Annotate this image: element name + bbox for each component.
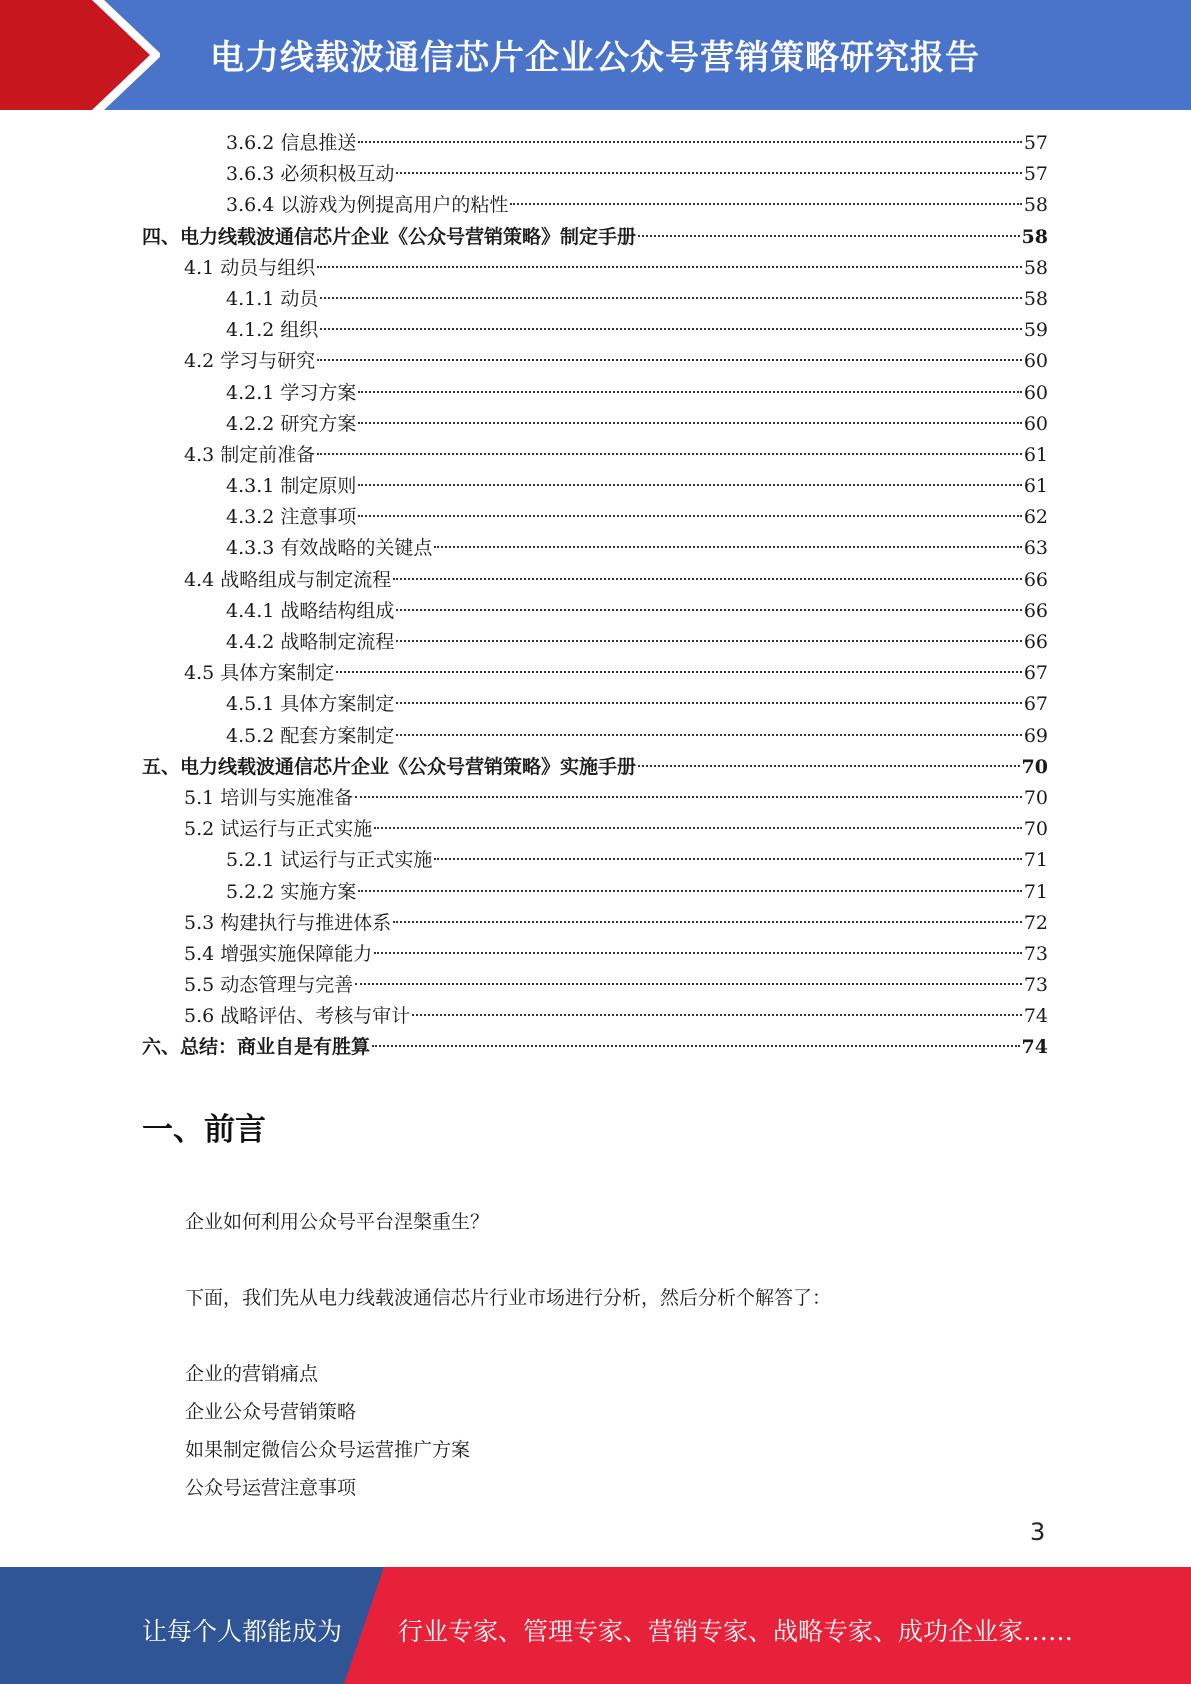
toc-entry[interactable] xyxy=(142,378,1048,409)
toc-entry[interactable] xyxy=(142,1001,1048,1032)
toc-entry-title: 5.4 增强实施保障能力 xyxy=(184,942,373,965)
toc-leader-dots xyxy=(317,266,1022,268)
toc-entry-title: 5.2.1 试运行与正式实施 xyxy=(226,849,433,872)
toc-entry-page: 67 xyxy=(1023,662,1048,685)
toc-entry-title: 4.4 战略组成与制定流程 xyxy=(184,568,392,591)
toc-entry-title: 3.6.2 信息推送 xyxy=(226,132,357,154)
toc-entry[interactable] xyxy=(142,440,1048,471)
toc-entry-title: 4.5 具体方案制定 xyxy=(184,662,335,685)
toc-entry-page: 67 xyxy=(1023,693,1048,716)
toc-entry-title: 4.4.1 战略结构组成 xyxy=(226,599,395,622)
toc-entry-title: 5.1 培训与实施准备 xyxy=(184,786,354,809)
toc-entry-page: 57 xyxy=(1023,132,1048,154)
toc-leader-dots xyxy=(358,422,1021,424)
toc-entry-title: 4.2.1 学习方案 xyxy=(226,381,357,404)
toc-entry-page: 60 xyxy=(1023,381,1048,404)
toc-entry[interactable] xyxy=(142,222,1048,253)
footer-slogan-left: 让每个人都能成为 xyxy=(142,1617,343,1646)
toc-leader-dots xyxy=(396,734,1021,736)
toc-entry-page: 73 xyxy=(1023,974,1048,997)
toc-entry-title: 4.3 制定前准备 xyxy=(184,443,316,466)
toc-entry-page: 61 xyxy=(1023,475,1048,498)
toc-entry-page: 60 xyxy=(1023,350,1048,373)
toc-entry-page: 58 xyxy=(1021,225,1048,248)
toc-leader-dots xyxy=(510,203,1021,205)
list-item: 公众号运营注意事项 xyxy=(185,1477,357,1499)
toc-leader-dots xyxy=(355,983,1022,985)
page-number: 3 xyxy=(1030,1518,1046,1546)
toc-entry[interactable] xyxy=(142,970,1048,1001)
toc-entry-title: 5.3 构建执行与推进体系 xyxy=(184,911,392,934)
toc-leader-dots xyxy=(638,235,1020,237)
toc-leader-dots xyxy=(336,671,1022,673)
toc-entry[interactable] xyxy=(142,315,1048,346)
toc-entry[interactable] xyxy=(142,721,1048,752)
toc-entry-page: 74 xyxy=(1023,1005,1048,1028)
toc-entry-title: 3.6.3 必须积极互动 xyxy=(226,163,395,186)
page-footer xyxy=(0,1567,1191,1684)
toc-leader-dots xyxy=(396,640,1021,642)
toc-leader-dots xyxy=(638,765,1020,767)
toc-entry-page: 66 xyxy=(1023,599,1048,622)
toc-entry[interactable] xyxy=(142,159,1048,190)
toc-leader-dots xyxy=(358,484,1021,486)
toc-entry[interactable] xyxy=(142,939,1048,970)
toc-leader-dots xyxy=(358,391,1021,393)
toc-entry-page: 70 xyxy=(1023,786,1048,809)
toc-leader-dots xyxy=(396,609,1021,611)
toc-entry-title: 六、总结：商业自是有胜算 xyxy=(142,1036,371,1059)
toc-leader-dots xyxy=(396,702,1021,704)
toc-entry[interactable] xyxy=(142,533,1048,564)
toc-entry[interactable] xyxy=(142,845,1048,876)
toc-entry-title: 5.2.2 实施方案 xyxy=(226,880,357,903)
toc-entry[interactable] xyxy=(142,565,1048,596)
toc-entry[interactable] xyxy=(142,253,1048,284)
toc-entry[interactable] xyxy=(142,877,1048,908)
toc-entry[interactable] xyxy=(142,284,1048,315)
header-arrow-decoration xyxy=(0,0,160,110)
list-item: 企业公众号营销策略 xyxy=(185,1401,357,1423)
toc-leader-dots xyxy=(396,172,1021,174)
toc-entry-page: 59 xyxy=(1023,319,1048,342)
paragraph: 下面，我们先从电力线载波通信芯片行业市场进行分析，然后分析个解答了： xyxy=(185,1287,832,1309)
toc-leader-dots xyxy=(320,297,1021,299)
footer-slogan-right: 行业专家、管理专家、营销专家、战略专家、成功企业家…… xyxy=(398,1617,1074,1646)
toc-entry[interactable] xyxy=(142,908,1048,939)
toc-entry[interactable] xyxy=(142,783,1048,814)
toc-entry-page: 61 xyxy=(1023,443,1048,466)
toc-entry[interactable] xyxy=(142,596,1048,627)
toc-entry[interactable] xyxy=(142,1032,1048,1063)
table-of-contents xyxy=(142,128,1048,1064)
toc-leader-dots xyxy=(358,141,1021,143)
toc-entry[interactable] xyxy=(142,471,1048,502)
toc-entry-page: 73 xyxy=(1023,942,1048,965)
toc-entry-page: 70 xyxy=(1021,755,1048,778)
toc-entry[interactable] xyxy=(142,627,1048,658)
toc-leader-dots xyxy=(374,952,1022,954)
toc-leader-dots xyxy=(317,453,1022,455)
toc-entry-page: 62 xyxy=(1023,506,1048,529)
toc-leader-dots xyxy=(320,328,1021,330)
toc-entry-page: 69 xyxy=(1023,724,1048,747)
toc-entry[interactable] xyxy=(142,752,1048,783)
toc-entry-title: 4.5.1 具体方案制定 xyxy=(226,693,395,716)
toc-leader-dots xyxy=(434,546,1021,548)
toc-entry-page: 71 xyxy=(1023,849,1048,872)
list-item: 企业的营销痛点 xyxy=(185,1363,319,1385)
toc-entry-page: 70 xyxy=(1023,818,1048,841)
toc-entry-page: 58 xyxy=(1023,287,1048,310)
toc-entry-title: 4.3.2 注意事项 xyxy=(226,506,357,529)
toc-entry-title: 5.6 战略评估、考核与审计 xyxy=(184,1005,411,1028)
toc-entry-title: 四、电力线载波通信芯片企业《公众号营销策略》制定手册 xyxy=(142,225,637,248)
toc-entry-page: 63 xyxy=(1023,537,1048,560)
toc-entry-page: 66 xyxy=(1023,631,1048,653)
toc-entry-title: 五、电力线载波通信芯片企业《公众号营销策略》实施手册 xyxy=(142,755,637,778)
toc-entry-title: 4.2 学习与研究 xyxy=(184,350,316,373)
toc-entry-title: 5.2 试运行与正式实施 xyxy=(184,818,373,841)
toc-leader-dots xyxy=(358,890,1021,892)
toc-entry-title: 4.4.2 战略制定流程 xyxy=(226,631,395,653)
list-item: 如果制定微信公众号运营推广方案 xyxy=(185,1439,471,1461)
toc-entry-title: 5.5 动态管理与完善 xyxy=(184,974,354,997)
toc-entry[interactable] xyxy=(142,128,1048,159)
toc-leader-dots xyxy=(372,1045,1020,1047)
toc-entry-title: 3.6.4 以游戏为例提高用户的粘性 xyxy=(226,194,509,217)
toc-entry-page: 72 xyxy=(1023,911,1048,934)
toc-leader-dots xyxy=(358,515,1021,517)
toc-entry-title: 4.3.3 有效战略的关键点 xyxy=(226,537,433,560)
toc-entry-page: 58 xyxy=(1023,194,1048,217)
toc-entry[interactable] xyxy=(142,689,1048,720)
toc-leader-dots xyxy=(317,359,1022,361)
toc-leader-dots xyxy=(374,827,1022,829)
toc-leader-dots xyxy=(393,921,1022,923)
toc-leader-dots xyxy=(434,858,1021,860)
toc-entry[interactable] xyxy=(142,502,1048,533)
toc-entry-page: 60 xyxy=(1023,412,1048,435)
toc-entry-title: 4.1 动员与组织 xyxy=(184,256,316,279)
page-header xyxy=(0,0,1191,110)
toc-leader-dots xyxy=(393,578,1022,580)
report-title: 电力线载波通信芯片企业公众号营销策略研究报告 xyxy=(210,38,980,78)
toc-leader-dots xyxy=(412,1014,1022,1016)
toc-entry-page: 66 xyxy=(1023,568,1048,591)
paragraph: 企业如何利用公众号平台涅槃重生？ xyxy=(185,1211,490,1233)
toc-entry[interactable] xyxy=(142,409,1048,440)
toc-entry[interactable] xyxy=(142,658,1048,689)
section-heading: 一、前言 xyxy=(142,1112,266,1148)
toc-entry-title: 4.1.1 动员 xyxy=(226,287,319,310)
toc-entry-title: 4.1.2 组织 xyxy=(226,319,319,342)
toc-entry-page: 71 xyxy=(1023,880,1048,903)
toc-entry[interactable] xyxy=(142,346,1048,377)
toc-leader-dots xyxy=(355,796,1022,798)
toc-entry[interactable] xyxy=(142,814,1048,845)
toc-entry-title: 4.5.2 配套方案制定 xyxy=(226,724,395,747)
toc-entry-page: 57 xyxy=(1023,163,1048,186)
toc-entry-title: 4.3.1 制定原则 xyxy=(226,475,357,498)
toc-entry[interactable] xyxy=(142,190,1048,221)
toc-entry-page: 74 xyxy=(1021,1036,1048,1059)
toc-entry-page: 58 xyxy=(1023,256,1048,279)
toc-entry-title: 4.2.2 研究方案 xyxy=(226,412,357,435)
